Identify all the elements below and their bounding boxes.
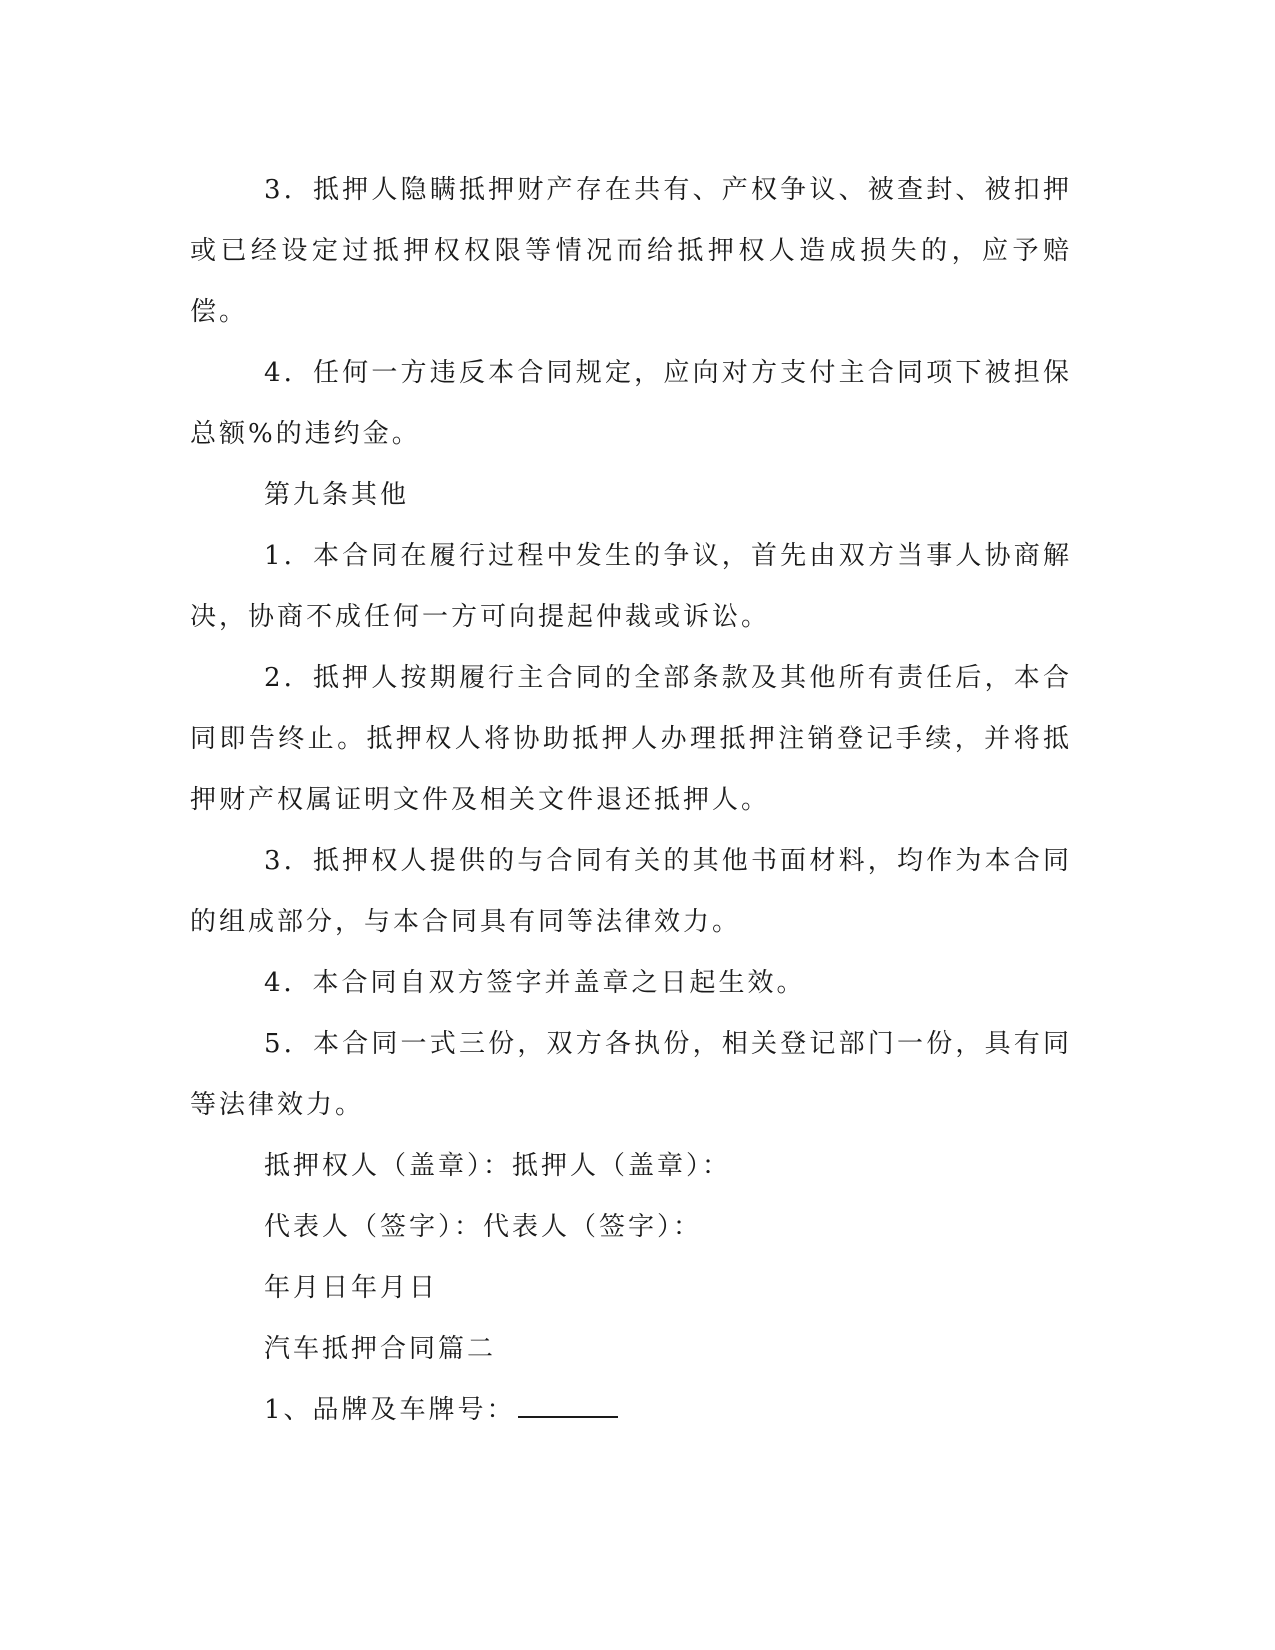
paragraph-clause-9-2: 2．抵押人按期履行主合同的全部条款及其他所有责任后，本合同即告终止。抵押权人将协助抵押人办理抵押注销登记手续，并将抵押财产权属证明文件及相关文件退还抵押人。 xyxy=(190,663,1072,815)
section-heading-part-two: 汽车抵押合同篇二 xyxy=(264,1334,497,1364)
signature-seal-line: 抵押权人（盖章）：抵押人（盖章）： xyxy=(264,1151,732,1181)
section-heading-article-9: 第九条其他 xyxy=(264,480,410,510)
field-brand-plate xyxy=(190,1380,1072,1441)
paragraph-clause-8-3: 3．抵押人隐瞒抵押财产存在共有、产权争议、被查封、被扣押或已经设定过抵押权权限等情况而给抵押权人造成损失的，应予赔偿。 xyxy=(190,175,1072,327)
paragraph-clause-9-4: 4．本合同自双方签字并盖章之日起生效。 xyxy=(264,968,806,998)
signature-date-line: 年月日年月日 xyxy=(264,1273,439,1303)
paragraph-clause-9-1: 1．本合同在履行过程中发生的争议，首先由双方当事人协商解决，协商不成任何一方可向提起仲裁或诉讼。 xyxy=(190,541,1072,632)
signature-representative-line: 代表人（签字）：代表人（签字）： xyxy=(264,1212,703,1242)
paragraph-clause-8-4: 4．任何一方违反本合同规定，应向对方支付主合同项下被担保总额%的违约金。 xyxy=(190,358,1072,449)
paragraph-clause-9-5: 5．本合同一式三份，双方各执份，相关登记部门一份，具有同等法律效力。 xyxy=(190,1029,1072,1120)
document-page xyxy=(190,160,1072,1441)
paragraph-clause-9-3: 3．抵押权人提供的与合同有关的其他书面材料，均作为本合同的组成部分，与本合同具有同等法律效力。 xyxy=(190,846,1072,937)
fill-in-blank xyxy=(518,1394,618,1418)
field-brand-plate-label: 1、品牌及车牌号： xyxy=(264,1395,516,1425)
